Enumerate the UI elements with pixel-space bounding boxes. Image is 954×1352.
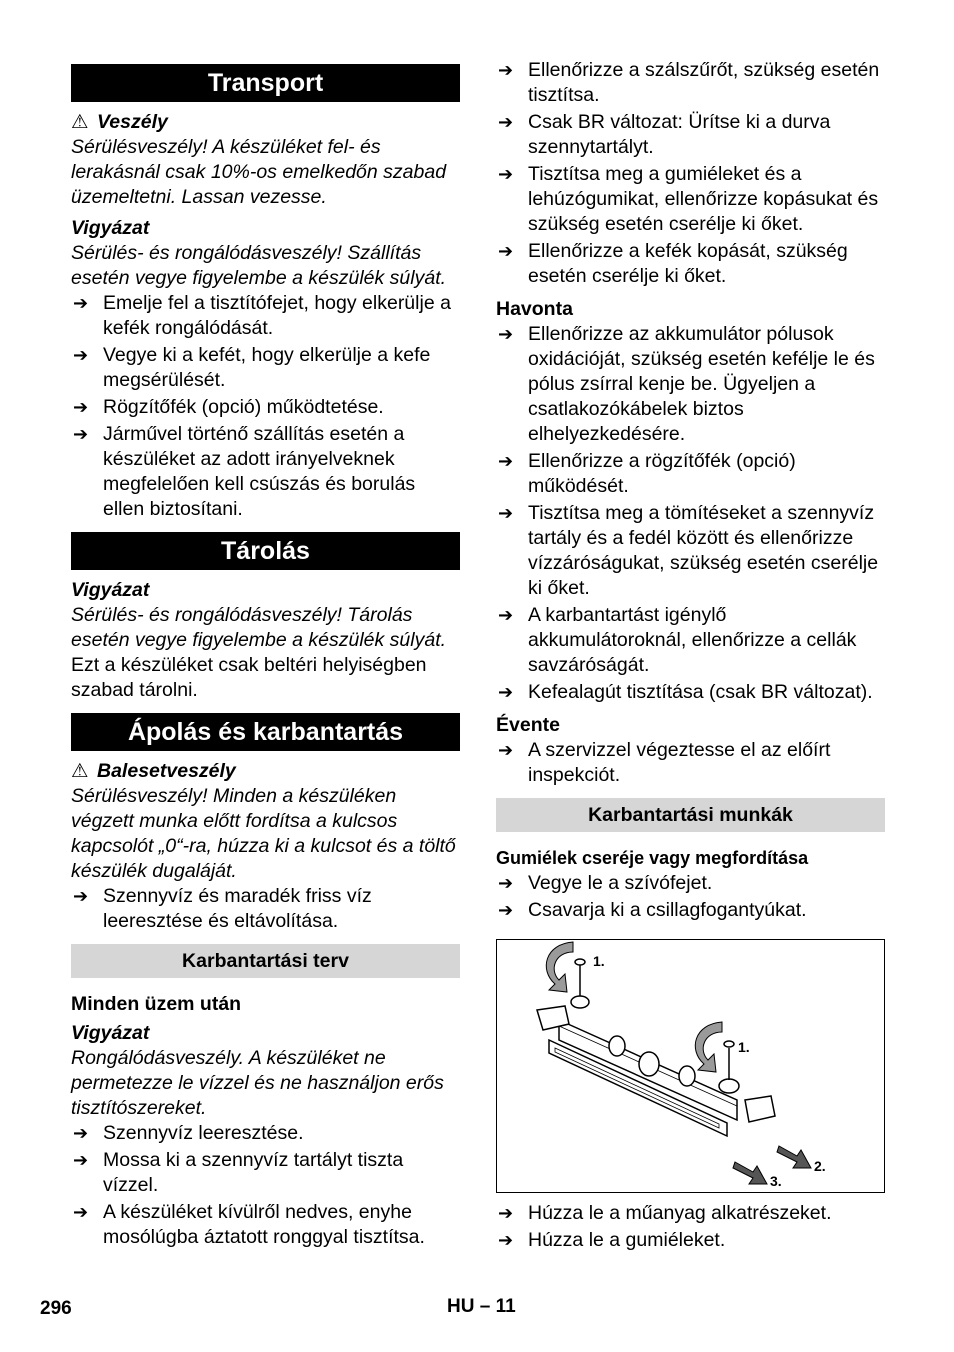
arrow-icon: ➔: [73, 886, 89, 906]
arrow-icon: ➔: [498, 451, 514, 471]
left-column: [71, 58, 460, 1252]
list-item: ➔ Rögzítőfék (opció) működtetése.: [73, 396, 384, 418]
warning-triangle-icon: ⚠: [71, 760, 89, 782]
arrow-icon: ➔: [73, 1123, 89, 1143]
list-item: ➔ Ellenőrizze a szálszűrőt, szükség esetén tisztítsa.: [498, 59, 880, 106]
section-title-transport: Transport: [71, 64, 460, 102]
arrow-icon: ➔: [498, 605, 514, 625]
list-item: ➔ Vegye ki a kefét, hogy elkerülje a kefe megsérülését.: [73, 344, 431, 391]
arrow-icon: ➔: [73, 345, 89, 365]
list-item: ➔ Tisztítsa meg a tömítéseket a szennyvíz tartály és a fedél között és ellenőrizze vízzáróságukat, szükség esetén cserélje ki őket.: [498, 502, 879, 599]
arrow-icon: ➔: [498, 1230, 514, 1250]
list-item: ➔ Szennyvíz és maradék friss víz leeresztése és eltávolítása.: [73, 885, 372, 932]
danger-heading: [71, 110, 460, 135]
caution-heading-transport: Vigyázat: [71, 217, 150, 239]
pull-arrow-3-icon: [733, 1162, 767, 1184]
arrow-icon: ➔: [498, 324, 514, 344]
figure-label-3: 3.: [770, 1173, 782, 1189]
blade-steps-before-list: [496, 871, 885, 923]
list-item: ➔ A készüléket kívülről nedves, enyhe mosólúgba áztatott ronggyal tisztítsa.: [73, 1201, 425, 1248]
section-title-storage: Tárolás: [71, 532, 460, 570]
accident-label: Balesetveszély: [97, 760, 236, 782]
accident-text: Sérülésveszély! Minden a készüléken végzett munka előtt fordítsa a kulcsos kapcsolót „0“-ra, húzza ki a kulcsot és a töltő készülék dugaláját.: [71, 785, 456, 882]
arrow-icon: ➔: [498, 241, 514, 261]
list-item: ➔ A szervizzel végeztesse el az előírt inspekciót.: [498, 739, 831, 786]
list-item: ➔ Tisztítsa meg a gumiéleket és a lehúzógumikat, ellenőrizze kopásukat és szükség esetén cserélje ki őket.: [498, 163, 879, 235]
arrow-icon: ➔: [73, 424, 89, 444]
arrow-icon: ➔: [498, 112, 514, 132]
list-item: ➔ Szennyvíz leeresztése.: [73, 1122, 304, 1144]
page-number: 296: [40, 1298, 72, 1319]
list-item: ➔ Ellenőrizze a rögzítőfék (opció) működését.: [498, 450, 796, 497]
squeegee-figure: [496, 939, 885, 1193]
figure-label-2: 2.: [814, 1158, 826, 1174]
figure-label-1b: 1.: [738, 1039, 750, 1055]
arrow-icon: ➔: [73, 1150, 89, 1170]
care-steps-list: [71, 884, 460, 934]
arrow-icon: ➔: [498, 503, 514, 523]
list-item: ➔ Csavarja ki a csillagfogantyúkat.: [498, 899, 807, 921]
blade-heading: Gumiélek cseréje vagy megfordítása: [496, 848, 809, 868]
caution-heading-after-each: Vigyázat: [71, 1022, 150, 1044]
rotate-arrow-left-icon: [546, 942, 573, 992]
danger-text: Sérülésveszély! A készüléket fel- és lerakásnál csak 10%-os emelkedőn szabad üzemeltetni. Lassan vezesse.: [71, 136, 447, 208]
after-each-steps-cont-list: [496, 58, 885, 289]
danger-label: Veszély: [97, 111, 168, 133]
after-each-steps-list: [71, 1121, 460, 1250]
arrow-icon: ➔: [498, 682, 514, 702]
yearly-steps-list: [496, 738, 885, 788]
section-title-care: Ápolás és karbantartás: [71, 713, 460, 751]
blade-steps-after-list: [496, 1201, 885, 1253]
squeegee-illustration: [497, 940, 884, 1192]
figure-label-1a: 1.: [593, 953, 605, 969]
after-each-heading: Minden üzem után: [71, 993, 242, 1015]
rotate-arrow-right-icon: [695, 1022, 722, 1072]
list-item: ➔ Kefealagút tisztítása (csak BR változat).: [498, 681, 873, 703]
arrow-icon: ➔: [498, 60, 514, 80]
caution-heading-storage: Vigyázat: [71, 579, 150, 601]
list-item: ➔ Mossa ki a szennyvíz tartályt tiszta vízzel.: [73, 1149, 404, 1196]
yearly-heading: Évente: [496, 714, 560, 736]
list-item: ➔ Vegye le a szívófejet.: [498, 872, 713, 894]
list-item: ➔ Ellenőrizze az akkumulátor pólusok oxidációját, szükség esetén kefélje le és pólus zsírral kenje be. Ügyeljen a csatlakozókábelek biztos elhelyezkedésére.: [498, 323, 875, 445]
caution-text-transport: Sérülés- és rongálódásveszély! Szállítás esetén vegye figyelembe a készülék súlyát.: [71, 242, 447, 289]
arrow-icon: ➔: [498, 900, 514, 920]
arrow-icon: ➔: [498, 1203, 514, 1223]
right-column: [496, 58, 885, 1255]
storage-text: Ezt a készüléket csak beltéri helyiségben szabad tárolni.: [71, 654, 427, 701]
subsection-title-works: Karbantartási munkák: [496, 798, 885, 832]
list-item: ➔ Ellenőrizze a kefék kopását, szükség esetén cserélje ki őket.: [498, 240, 848, 287]
transport-steps-list: [71, 291, 460, 522]
page-reference: HU – 11: [447, 1296, 516, 1317]
arrow-icon: ➔: [73, 293, 89, 313]
arrow-icon: ➔: [498, 740, 514, 760]
star-knob-left: [571, 959, 589, 1008]
arrow-icon: ➔: [498, 873, 514, 893]
arrow-icon: ➔: [498, 164, 514, 184]
arrow-icon: ➔: [73, 1202, 89, 1222]
list-item: ➔ Emelje fel a tisztítófejet, hogy elkerülje a kefék rongálódását.: [73, 292, 451, 339]
star-knob-right: [719, 1041, 739, 1093]
list-item: ➔ Járművel történő szállítás esetén a készüléket az adott irányelveknek megfelelően kell csúszás és borulás ellen biztosítani.: [73, 423, 416, 520]
caution-text-after-each: Rongálódásveszély. A készüléket ne permetezze le vízzel és ne használjon erős tisztítószereket.: [71, 1047, 444, 1119]
caution-text-storage: Sérülés- és rongálódásveszély! Tárolás esetén vegye figyelembe a készülék súlyát.: [71, 604, 447, 651]
list-item: ➔ Csak BR változat: Ürítse ki a durva szennytartályt.: [498, 111, 831, 158]
list-item: ➔ A karbantartást igénylő akkumulátoroknál, ellenőrizze a cellák savzáróságát.: [498, 604, 857, 676]
accident-heading: [71, 759, 460, 784]
subsection-title-plan: Karbantartási terv: [71, 944, 460, 978]
list-item: ➔ Húzza le a gumiéleket.: [498, 1229, 726, 1251]
pull-arrow-2-icon: [777, 1146, 811, 1168]
list-item: ➔ Húzza le a műanyag alkatrészeket.: [498, 1202, 832, 1224]
arrow-icon: ➔: [73, 397, 89, 417]
warning-triangle-icon: ⚠: [71, 111, 89, 133]
monthly-heading: Havonta: [496, 298, 573, 320]
monthly-steps-list: [496, 322, 885, 705]
